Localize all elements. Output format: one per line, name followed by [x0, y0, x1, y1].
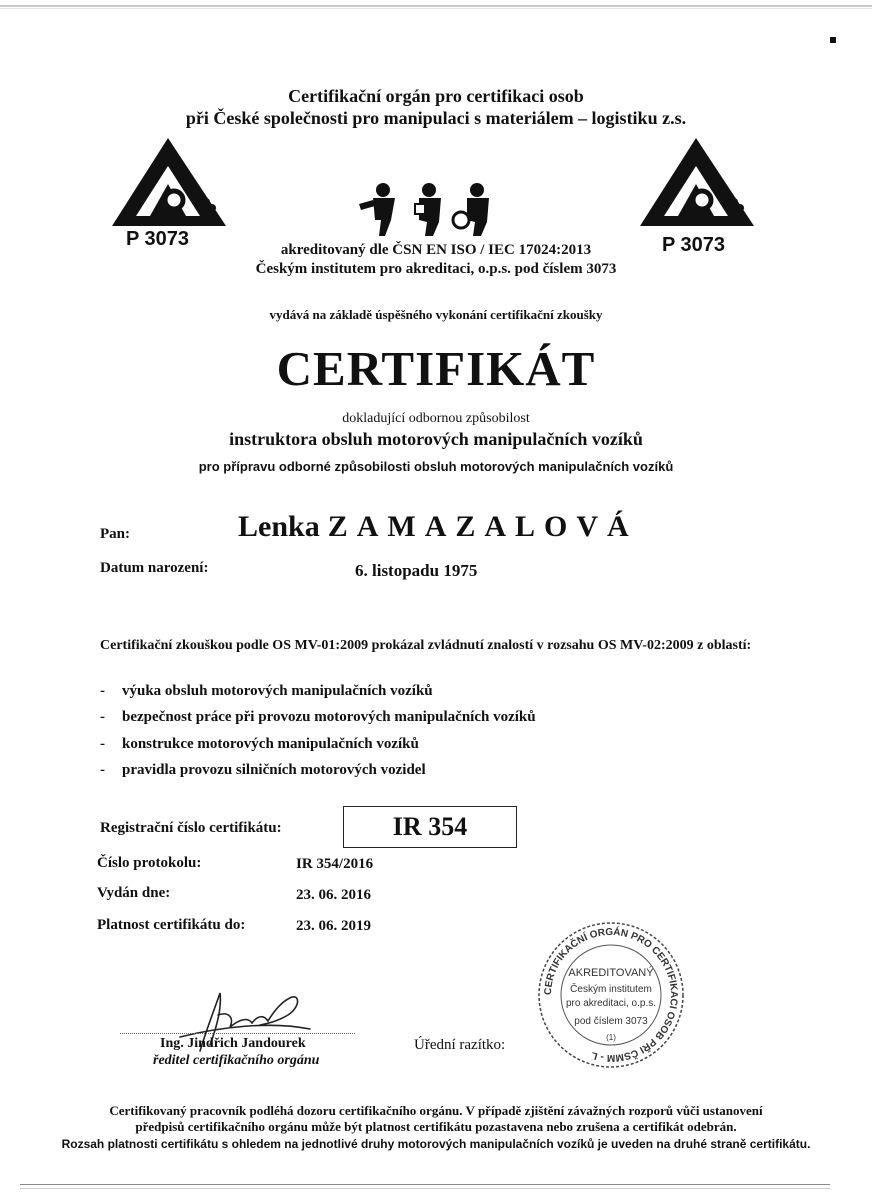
protocol-value: IR 354/2016: [296, 856, 374, 872]
exam-area-item: [100, 762, 426, 779]
exam-area-item: [100, 736, 419, 753]
logo-code-right: P 3073: [662, 234, 726, 256]
signer-title: ředitel certifikačního orgánu: [153, 1053, 320, 1068]
first-name: Lenka: [238, 510, 320, 543]
bottom-rule: [20, 1184, 830, 1185]
dob-value: 6. listopadu 1975: [355, 561, 478, 580]
exam-area-label: bezpečnost práce při provozu motorových manipulačních vozíků: [122, 709, 536, 725]
list-dash: -: [100, 683, 105, 699]
certificate-title: CERTIFIKÁT: [276, 341, 596, 396]
validity-label: Platnost certifikátu do:: [97, 917, 246, 933]
surname: ZAMAZALOVÁ: [327, 510, 638, 543]
issued-date-label: Vydán dne:: [97, 885, 171, 901]
list-dash: -: [100, 762, 105, 778]
official-stamp: [536, 920, 686, 1070]
person-name: [238, 510, 638, 544]
signer-name: Ing. Jindřich Jandourek: [160, 1036, 306, 1051]
stamp-label: Úřední razítko:: [414, 1037, 506, 1053]
exam-area-label: konstrukce motorových manipulačních vozíků: [122, 736, 419, 752]
stamp-line-2: Českým institutem: [570, 984, 652, 995]
stamp-line-3: pro akreditaci, o.p.s.: [565, 998, 657, 1009]
exam-area-label: pravidla provozu silničních motorových vozidel: [122, 762, 426, 778]
issuer-line-2: při České společnosti pro manipulaci s materiálem – logistiku z.s.: [185, 108, 687, 128]
top-rule-secondary: [0, 8, 872, 9]
signature-line: [120, 1033, 355, 1034]
purpose-text: pro přípravu odborné způsobilosti obsluh motorových manipulačních vozíků: [198, 459, 674, 474]
registration-label: Registrační číslo certifikátu:: [100, 820, 282, 836]
workers-figures-icon: [355, 180, 505, 238]
exam-area-label: výuka obsluh motorových manipulačních vozíků: [122, 683, 433, 699]
validity-value: 23. 06. 2019: [296, 918, 371, 934]
accreditation-line-2: Českým institutem pro akreditaci, o.p.s. pod číslem 3073: [255, 261, 617, 277]
issued-basis-text: vydává na základě úspěšného vykonání certifikační zkoušky: [269, 307, 603, 322]
top-rule: [0, 5, 872, 7]
csmm-triangle-logo-icon: [632, 136, 760, 256]
footer-line-1: Certifikovaný pracovník podléhá dozoru certifikačního orgánu. V případě zjištění závažných rozporů vůči ustanovení: [109, 1103, 763, 1118]
corner-mark: [830, 37, 836, 43]
exam-area-item: [100, 683, 433, 700]
proving-text: dokladující odbornou způsobilost: [342, 411, 530, 426]
stamp-number: (1): [606, 1033, 616, 1042]
exam-area-item: [100, 709, 536, 726]
accreditation-line-1: akreditovaný dle ČSN EN ISO / IEC 17024:2013: [280, 242, 592, 258]
csmm-triangle-logo-icon: [108, 136, 236, 256]
stamp-ring-text: CERTIFIKAČNÍ ORGÁN PRO CERTIFIKACI OSOB PŘI ČSMM - L: [542, 926, 680, 1064]
bottom-rule-secondary: [20, 1188, 830, 1189]
issued-date-value: 23. 06. 2016: [296, 887, 371, 903]
issuer-line-1: Certifikační orgán pro certifikaci osob: [288, 86, 584, 106]
list-dash: -: [100, 709, 105, 725]
footer-line-2: předpisů certifikačního orgánu může být platnost certifikátu pozastavena nebo zrušena a certifikát odebrán.: [135, 1119, 737, 1134]
list-dash: -: [100, 736, 105, 752]
dob-label: Datum narození:: [100, 560, 209, 576]
logo-code-left: P 3073: [126, 228, 190, 250]
footer-line-3: Rozsah platnosti certifikátu s ohledem na jednotlivé druhy motorových manipulačních vozíků je uveden na druhé straně certifikátu.: [61, 1137, 811, 1151]
registration-number-box: IR 354: [343, 806, 517, 848]
stamp-line-1: AKREDITOVANÝ: [568, 967, 654, 979]
protocol-label: Číslo protokolu:: [97, 855, 202, 871]
qualification-text: instruktora obsluh motorových manipulačních vozíků: [229, 429, 643, 449]
exam-description: Certifikační zkouškou podle OS MV-01:2009 prokázal zvládnutí znalostí v rozsahu OS MV-02:2009 z oblastí:: [100, 638, 752, 653]
salutation-label: Pan:: [100, 526, 130, 542]
stamp-line-4: pod číslem 3073: [574, 1016, 648, 1027]
